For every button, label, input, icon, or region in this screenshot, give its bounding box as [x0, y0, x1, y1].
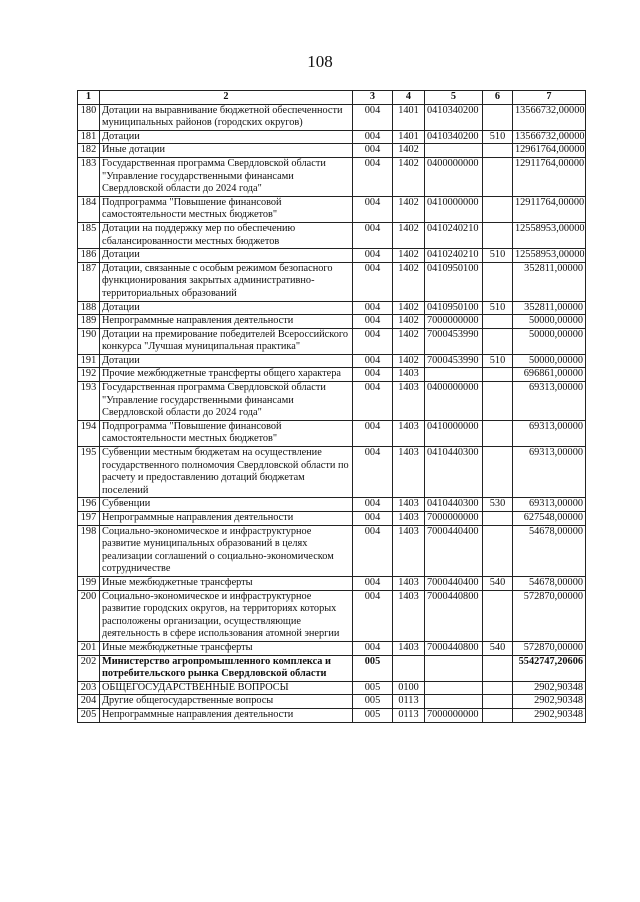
table-row [78, 655, 586, 681]
target-code-cell [425, 368, 483, 382]
amount-cell: 5542747,20606 [513, 655, 586, 681]
row-number-cell: 200 [78, 590, 100, 641]
amount-cell: 572870,00000 [513, 641, 586, 655]
row-name-cell: Прочие межбюджетные трансферты общего характера [100, 368, 353, 382]
row-name-cell: Дотации [100, 249, 353, 263]
ministry-code-cell: 005 [353, 681, 393, 695]
expense-type-cell [483, 590, 513, 641]
amount-cell: 54678,00000 [513, 525, 586, 576]
row-name-cell: ОБЩЕГОСУДАРСТВЕННЫЕ ВОПРОСЫ [100, 681, 353, 695]
column-header: 3 [353, 91, 393, 105]
table-row [78, 695, 586, 709]
table-row [78, 708, 586, 722]
row-name-cell: Другие общегосударственные вопросы [100, 695, 353, 709]
column-header: 1 [78, 91, 100, 105]
target-code-cell: 7000000000 [425, 315, 483, 329]
amount-cell: 2902,90348 [513, 708, 586, 722]
column-header: 4 [393, 91, 425, 105]
amount-cell: 12911764,00000 [513, 196, 586, 222]
section-code-cell: 1403 [393, 590, 425, 641]
ministry-code-cell: 005 [353, 708, 393, 722]
expense-type-cell [483, 144, 513, 158]
ministry-code-cell: 004 [353, 301, 393, 315]
ministry-code-cell: 004 [353, 130, 393, 144]
section-code-cell: 1402 [393, 301, 425, 315]
table-row [78, 498, 586, 512]
amount-cell: 50000,00000 [513, 328, 586, 354]
section-code-cell: 1402 [393, 196, 425, 222]
expense-type-cell [483, 681, 513, 695]
target-code-cell: 0410240210 [425, 249, 483, 263]
table-row [78, 196, 586, 222]
target-code-cell: 0410340200 [425, 130, 483, 144]
expense-type-cell: 510 [483, 354, 513, 368]
target-code-cell: 7000440400 [425, 576, 483, 590]
row-name-cell: Подпрограмма "Повышение финансовой самостоятельности местных бюджетов" [100, 420, 353, 446]
ministry-code-cell: 004 [353, 104, 393, 130]
target-code-cell: 7000000000 [425, 512, 483, 526]
section-code-cell: 0113 [393, 695, 425, 709]
target-code-cell: 0400000000 [425, 382, 483, 421]
row-name-cell: Субвенции [100, 498, 353, 512]
target-code-cell: 0410000000 [425, 420, 483, 446]
target-code-cell: 7000453990 [425, 328, 483, 354]
amount-cell: 13566732,00000 [513, 104, 586, 130]
row-number-cell: 191 [78, 354, 100, 368]
row-name-cell: Социально-экономическое и инфраструктурное развитие городских округов, на территориях которых расположены организации, осуществляющие деятельность в сфере использования атомной энергии [100, 590, 353, 641]
expense-type-cell [483, 104, 513, 130]
amount-cell: 2902,90348 [513, 695, 586, 709]
ministry-code-cell: 004 [353, 315, 393, 329]
ministry-code-cell: 004 [353, 512, 393, 526]
section-code-cell: 0100 [393, 681, 425, 695]
row-name-cell: Дотации на выравнивание бюджетной обеспеченности муниципальных районов (городских округов) [100, 104, 353, 130]
ministry-code-cell: 005 [353, 695, 393, 709]
expense-type-cell: 510 [483, 301, 513, 315]
row-number-cell: 184 [78, 196, 100, 222]
row-name-cell: Дотации на премирование победителей Всероссийского конкурса "Лучшая муниципальная практика" [100, 328, 353, 354]
table-row [78, 512, 586, 526]
table-row [78, 641, 586, 655]
row-name-cell: Министерство агропромышленного комплекса и потребительского рынка Свердловской области [100, 655, 353, 681]
table-row [78, 447, 586, 498]
target-code-cell: 7000453990 [425, 354, 483, 368]
target-code-cell: 0410440300 [425, 447, 483, 498]
row-number-cell: 201 [78, 641, 100, 655]
row-number-cell: 188 [78, 301, 100, 315]
row-name-cell: Дотации [100, 354, 353, 368]
amount-cell: 13566732,00000 [513, 130, 586, 144]
table-row [78, 262, 586, 301]
amount-cell: 54678,00000 [513, 576, 586, 590]
row-number-cell: 196 [78, 498, 100, 512]
expense-type-cell [483, 368, 513, 382]
amount-cell: 2902,90348 [513, 681, 586, 695]
target-code-cell: 0400000000 [425, 157, 483, 196]
section-code-cell: 1403 [393, 576, 425, 590]
amount-cell: 352811,00000 [513, 262, 586, 301]
ministry-code-cell: 004 [353, 498, 393, 512]
ministry-code-cell: 004 [353, 641, 393, 655]
expense-type-cell [483, 328, 513, 354]
row-number-cell: 189 [78, 315, 100, 329]
ministry-code-cell: 004 [353, 525, 393, 576]
table-row [78, 301, 586, 315]
ministry-code-cell: 005 [353, 655, 393, 681]
amount-cell: 50000,00000 [513, 315, 586, 329]
target-code-cell: 0410000000 [425, 196, 483, 222]
row-name-cell: Дотации на поддержку мер по обеспечению сбалансированности местных бюджетов [100, 222, 353, 248]
row-name-cell: Дотации, связанные с особым режимом безопасного функционирования закрытых административно-территориальных образований [100, 262, 353, 301]
expense-type-cell [483, 708, 513, 722]
amount-cell: 696861,00000 [513, 368, 586, 382]
row-number-cell: 190 [78, 328, 100, 354]
amount-cell: 12558953,00000 [513, 222, 586, 248]
row-number-cell: 198 [78, 525, 100, 576]
row-number-cell: 194 [78, 420, 100, 446]
target-code-cell [425, 655, 483, 681]
amount-cell: 12911764,00000 [513, 157, 586, 196]
target-code-cell: 0410440300 [425, 498, 483, 512]
column-header: 2 [100, 91, 353, 105]
row-number-cell: 187 [78, 262, 100, 301]
target-code-cell [425, 695, 483, 709]
section-code-cell: 1402 [393, 249, 425, 263]
section-code-cell: 1402 [393, 144, 425, 158]
amount-cell: 69313,00000 [513, 498, 586, 512]
column-header: 7 [513, 91, 586, 105]
expense-type-cell [483, 222, 513, 248]
table-body [78, 104, 586, 722]
ministry-code-cell: 004 [353, 382, 393, 421]
row-number-cell: 204 [78, 695, 100, 709]
table-row [78, 354, 586, 368]
amount-cell: 69313,00000 [513, 382, 586, 421]
section-code-cell: 1402 [393, 315, 425, 329]
row-number-cell: 181 [78, 130, 100, 144]
ministry-code-cell: 004 [353, 590, 393, 641]
expense-type-cell [483, 420, 513, 446]
section-code-cell [393, 655, 425, 681]
target-code-cell: 7000440400 [425, 525, 483, 576]
amount-cell: 69313,00000 [513, 420, 586, 446]
ministry-code-cell: 004 [353, 144, 393, 158]
row-number-cell: 199 [78, 576, 100, 590]
row-number-cell: 183 [78, 157, 100, 196]
ministry-code-cell: 004 [353, 420, 393, 446]
page-number: 108 [307, 52, 333, 71]
expense-type-cell [483, 315, 513, 329]
expense-type-cell: 510 [483, 249, 513, 263]
expense-type-cell [483, 157, 513, 196]
section-code-cell: 0113 [393, 708, 425, 722]
row-number-cell: 202 [78, 655, 100, 681]
table-row [78, 382, 586, 421]
row-name-cell: Дотации [100, 301, 353, 315]
amount-cell: 50000,00000 [513, 354, 586, 368]
table-row [78, 328, 586, 354]
table-row [78, 249, 586, 263]
target-code-cell [425, 144, 483, 158]
section-code-cell: 1401 [393, 130, 425, 144]
expense-type-cell [483, 525, 513, 576]
row-name-cell: Иные межбюджетные трансферты [100, 576, 353, 590]
budget-table [77, 90, 586, 723]
row-number-cell: 180 [78, 104, 100, 130]
target-code-cell: 0410950100 [425, 262, 483, 301]
table-row [78, 681, 586, 695]
expense-type-cell: 540 [483, 641, 513, 655]
amount-cell: 12961764,00000 [513, 144, 586, 158]
row-name-cell: Непрограммные направления деятельности [100, 315, 353, 329]
row-name-cell: Социально-экономическое и инфраструктурное развитие муниципальных образований в целях реализации соглашений о социально-экономическом сотрудничестве [100, 525, 353, 576]
table-row [78, 130, 586, 144]
row-name-cell: Непрограммные направления деятельности [100, 512, 353, 526]
column-header: 6 [483, 91, 513, 105]
table-row [78, 525, 586, 576]
table-row [78, 315, 586, 329]
target-code-cell: 7000440800 [425, 590, 483, 641]
table-row [78, 222, 586, 248]
ministry-code-cell: 004 [353, 196, 393, 222]
section-code-cell: 1402 [393, 262, 425, 301]
expense-type-cell: 540 [483, 576, 513, 590]
target-code-cell: 0410950100 [425, 301, 483, 315]
section-code-cell: 1402 [393, 328, 425, 354]
section-code-cell: 1403 [393, 420, 425, 446]
row-name-cell: Государственная программа Свердловской области "Управление государственными финансами Свердловской области до 2024 года" [100, 157, 353, 196]
ministry-code-cell: 004 [353, 354, 393, 368]
header-row [78, 91, 586, 105]
table-row [78, 576, 586, 590]
section-code-cell: 1403 [393, 641, 425, 655]
row-number-cell: 185 [78, 222, 100, 248]
expense-type-cell [483, 512, 513, 526]
amount-cell: 69313,00000 [513, 447, 586, 498]
target-code-cell: 7000000000 [425, 708, 483, 722]
row-name-cell: Субвенции местным бюджетам на осуществление государственного полномочия Свердловской области по расчету и предоставлению дотаций бюджетам поселений [100, 447, 353, 498]
section-code-cell: 1403 [393, 382, 425, 421]
amount-cell: 627548,00000 [513, 512, 586, 526]
ministry-code-cell: 004 [353, 368, 393, 382]
section-code-cell: 1403 [393, 512, 425, 526]
ministry-code-cell: 004 [353, 157, 393, 196]
expense-type-cell [483, 695, 513, 709]
row-number-cell: 203 [78, 681, 100, 695]
row-name-cell: Подпрограмма "Повышение финансовой самостоятельности местных бюджетов" [100, 196, 353, 222]
ministry-code-cell: 004 [353, 262, 393, 301]
section-code-cell: 1402 [393, 157, 425, 196]
row-name-cell: Иные дотации [100, 144, 353, 158]
row-number-cell: 182 [78, 144, 100, 158]
expense-type-cell: 530 [483, 498, 513, 512]
amount-cell: 572870,00000 [513, 590, 586, 641]
target-code-cell: 0410240210 [425, 222, 483, 248]
section-code-cell: 1402 [393, 222, 425, 248]
expense-type-cell [483, 262, 513, 301]
section-code-cell: 1402 [393, 354, 425, 368]
ministry-code-cell: 004 [353, 328, 393, 354]
ministry-code-cell: 004 [353, 447, 393, 498]
row-number-cell: 197 [78, 512, 100, 526]
row-name-cell: Иные межбюджетные трансферты [100, 641, 353, 655]
section-code-cell: 1403 [393, 368, 425, 382]
expense-type-cell: 510 [483, 130, 513, 144]
amount-cell: 352811,00000 [513, 301, 586, 315]
table-row [78, 157, 586, 196]
table-row [78, 368, 586, 382]
table-row [78, 590, 586, 641]
target-code-cell: 7000440800 [425, 641, 483, 655]
table-row [78, 104, 586, 130]
ministry-code-cell: 004 [353, 576, 393, 590]
row-name-cell: Государственная программа Свердловской области "Управление государственными финансами Свердловской области до 2024 года" [100, 382, 353, 421]
section-code-cell: 1403 [393, 498, 425, 512]
column-header: 5 [425, 91, 483, 105]
row-name-cell: Дотации [100, 130, 353, 144]
target-code-cell: 0410340200 [425, 104, 483, 130]
row-number-cell: 192 [78, 368, 100, 382]
row-number-cell: 195 [78, 447, 100, 498]
table-row [78, 420, 586, 446]
amount-cell: 12558953,00000 [513, 249, 586, 263]
row-number-cell: 193 [78, 382, 100, 421]
row-number-cell: 186 [78, 249, 100, 263]
row-number-cell: 205 [78, 708, 100, 722]
row-name-cell: Непрограммные направления деятельности [100, 708, 353, 722]
expense-type-cell [483, 382, 513, 421]
expense-type-cell [483, 447, 513, 498]
table-row [78, 144, 586, 158]
expense-type-cell [483, 196, 513, 222]
expense-type-cell [483, 655, 513, 681]
target-code-cell [425, 681, 483, 695]
ministry-code-cell: 004 [353, 249, 393, 263]
section-code-cell: 1403 [393, 447, 425, 498]
ministry-code-cell: 004 [353, 222, 393, 248]
section-code-cell: 1403 [393, 525, 425, 576]
section-code-cell: 1401 [393, 104, 425, 130]
